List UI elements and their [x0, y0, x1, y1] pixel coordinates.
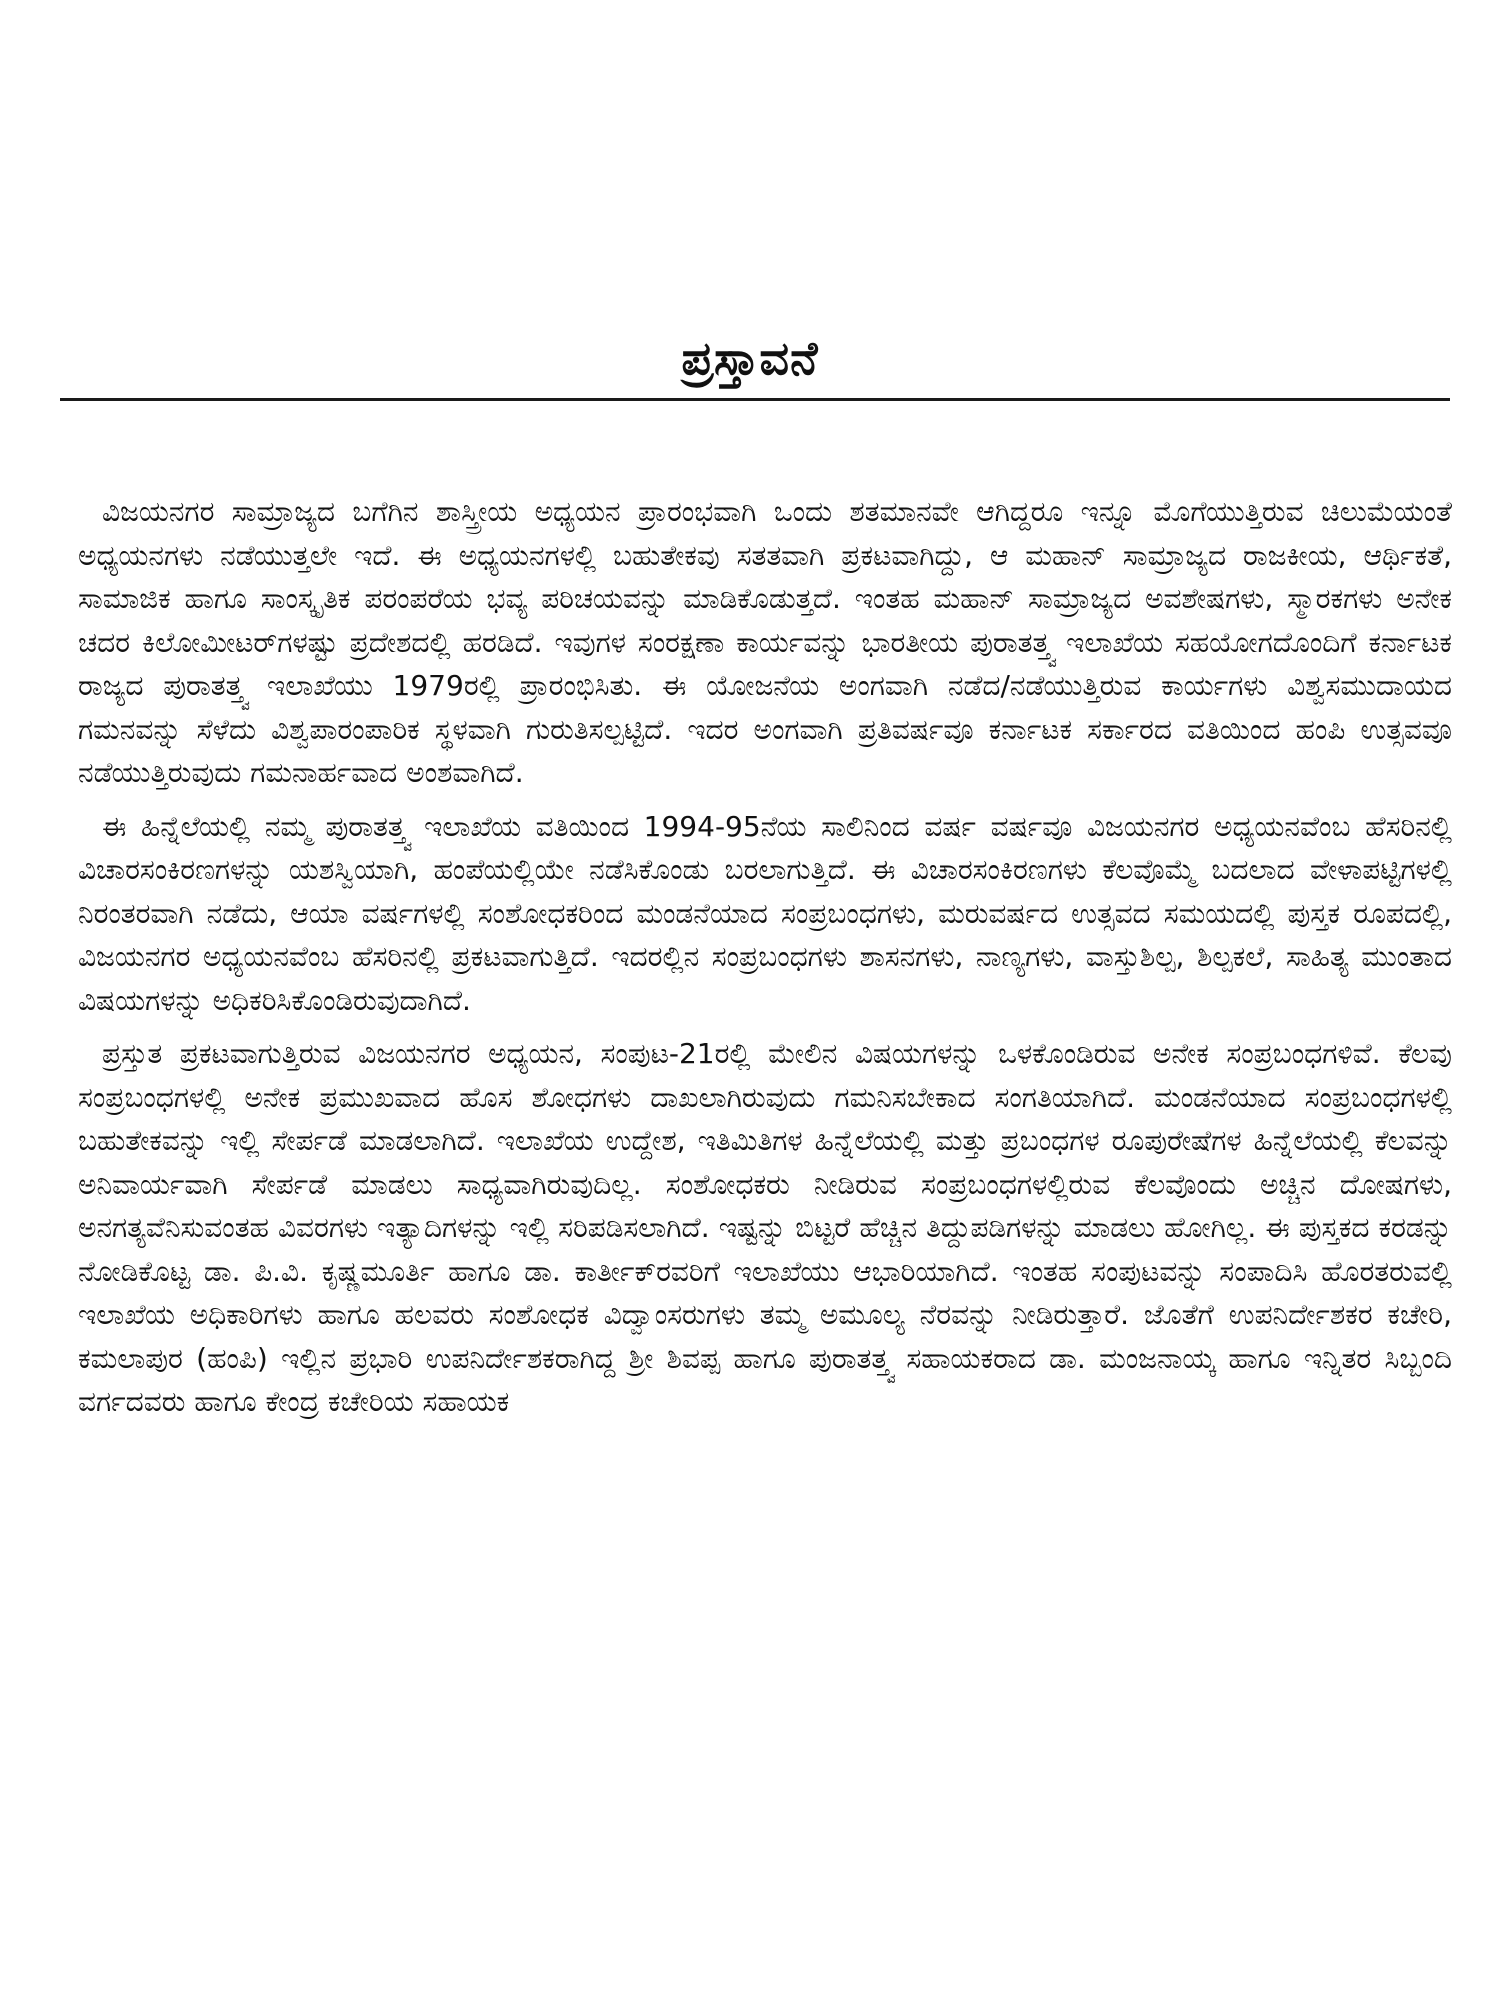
title-underline — [60, 398, 1450, 401]
paragraph: ಪ್ರಸ್ತುತ ಪ್ರಕಟವಾಗುತ್ತಿರುವ ವಿಜಯನಗರ ಅಧ್ಯಯನ, ಸಂಪುಟ-21ರಲ್ಲಿ ಮೇಲಿನ ವಿಷಯಗಳನ್ನು ಒಳಕೊಂಡಿರುವ ಅನೇಕ ಸಂಪ್ರಬಂಧಗಳಿವೆ. ಕೆಲವು ಸಂಪ್ರಬಂಧಗಳಲ್ಲಿ ಅನೇಕ ಪ್ರಮುಖವಾದ ಹೊಸ ಶೋಧಗಳು ದಾಖಲಾಗಿರುವುದು ಗಮನಿಸಬೇಕಾದ ಸಂಗತಿಯಾಗಿದೆ. ಮಂಡನೆಯಾದ ಸಂಪ್ರಬಂಧಗಳಲ್ಲಿ ಬಹುತೇಕವನ್ನು ಇಲ್ಲಿ ಸೇರ್ಪಡೆ ಮಾಡಲಾಗಿದೆ. ಇಲಾಖೆಯ ಉದ್ದೇಶ, ಇತಿಮಿತಿಗಳ ಹಿನ್ನೆಲೆಯಲ್ಲಿ ಮತ್ತು ಪ್ರಬಂಧಗಳ ರೂಪುರೇಷೆಗಳ ಹಿನ್ನೆಲೆಯಲ್ಲಿ ಕೆಲವನ್ನು ಅನಿವಾರ್ಯವಾಗಿ ಸೇರ್ಪಡೆ ಮಾಡಲು ಸಾಧ್ಯವಾಗಿರುವುದಿಲ್ಲ. ಸಂಶೋಧಕರು ನೀಡಿರುವ ಸಂಪ್ರಬಂಧಗಳಲ್ಲಿರುವ ಕೆಲವೊಂದು ಅಚ್ಚಿನ ದೋಷಗಳು, ಅನಗತ್ಯವೆನಿಸುವಂತಹ ವಿವರಗಳು ಇತ್ಯಾದಿಗಳನ್ನು ಇಲ್ಲಿ ಸರಿಪಡಿಸಲಾಗಿದೆ. ಇಷ್ಟನ್ನು ಬಿಟ್ಟರೆ ಹೆಚ್ಚಿನ ತಿದ್ದುಪಡಿಗಳನ್ನು ಮಾಡಲು ಹೋಗಿಲ್ಲ. ಈ ಪುಸ್ತಕದ ಕರಡನ್ನು ನೋಡಿಕೊಟ್ಟ ಡಾ. ಪಿ.ವಿ. ಕೃಷ್ಣಮೂರ್ತಿ ಹಾಗೂ ಡಾ. ಕಾರ್ತೀಕ್‌ರವರಿಗೆ ಇಲಾಖೆಯು ಆಭಾರಿಯಾಗಿದೆ. ಇಂತಹ ಸಂಪುಟವನ್ನು ಸಂಪಾದಿಸಿ ಹೊರತರುವಲ್ಲಿ ಇಲಾಖೆಯ ಅಧಿಕಾರಿಗಳು ಹಾಗೂ ಹಲವರು ಸಂಶೋಧಕ ವಿದ್ವಾಂಸರುಗಳು ತಮ್ಮ ಅಮೂಲ್ಯ ನೆರವನ್ನು ನೀಡಿರುತ್ತಾರೆ. ಜೊತೆಗೆ ಉಪನಿರ್ದೇಶಕರ ಕಚೇರಿ, ಕಮಲಾಪುರ (ಹಂಪಿ) ಇಲ್ಲಿನ ಪ್ರಭಾರಿ ಉಪನಿರ್ದೇಶಕರಾಗಿದ್ದ ಶ್ರೀ ಶಿವಪ್ಪ ಹಾಗೂ ಪುರಾತತ್ತ್ವ ಸಹಾಯಕರಾದ ಡಾ. ಮಂಜನಾಯ್ಕ ಹಾಗೂ ಇನ್ನಿತರ ಸಿಬ್ಬಂದಿ ವರ್ಗದವರು ಹಾಗೂ ಕೇಂದ್ರ ಕಚೇರಿಯ ಸಹಾಯಕ — [78, 1037, 1452, 1418]
page-title: ಪ್ರಸ್ತಾವನೆ — [681, 331, 819, 385]
paragraph: ವಿಜಯನಗರ ಸಾಮ್ರಾಜ್ಯದ ಬಗೆಗಿನ ಶಾಸ್ತ್ರೀಯ ಅಧ್ಯಯನ ಪ್ರಾರಂಭವಾಗಿ ಒಂದು ಶತಮಾನವೇ ಆಗಿದ್ದರೂ ಇನ್ನೂ ಮೊಗೆಯುತ್ತಿರುವ ಚಿಲುಮೆಯಂತೆ ಅಧ್ಯಯನಗಳು ನಡೆಯುತ್ತಲೇ ಇದೆ. ಈ ಅಧ್ಯಯನಗಳಲ್ಲಿ ಬಹುತೇಕವು ಸತತವಾಗಿ ಪ್ರಕಟವಾಗಿದ್ದು, ಆ ಮಹಾನ್ ಸಾಮ್ರಾಜ್ಯದ ರಾಜಕೀಯ, ಆರ್ಥಿಕತೆ, ಸಾಮಾಜಿಕ ಹಾಗೂ ಸಾಂಸ್ಕೃತಿಕ ಪರಂಪರೆಯ ಭವ್ಯ ಪರಿಚಯವನ್ನು ಮಾಡಿಕೊಡುತ್ತದೆ. ಇಂತಹ ಮಹಾನ್ ಸಾಮ್ರಾಜ್ಯದ ಅವಶೇಷಗಳು, ಸ್ಮಾರಕಗಳು ಅನೇಕ ಚದರ ಕಿಲೋಮೀಟರ್‌ಗಳಷ್ಟು ಪ್ರದೇಶದಲ್ಲಿ ಹರಡಿದೆ. ಇವುಗಳ ಸಂರಕ್ಷಣಾ ಕಾರ್ಯವನ್ನು ಭಾರತೀಯ ಪುರಾತತ್ತ್ವ ಇಲಾಖೆಯ ಸಹಯೋಗದೊಂದಿಗೆ ಕರ್ನಾಟಕ ರಾಜ್ಯದ ಪುರಾತತ್ತ್ವ ಇಲಾಖೆಯು 1979ರಲ್ಲಿ ಪ್ರಾರಂಭಿಸಿತು. ಈ ಯೋಜನೆಯ ಅಂಗವಾಗಿ ನಡೆದ/ನಡೆಯುತ್ತಿರುವ ಕಾರ್ಯಗಳು ವಿಶ್ವಸಮುದಾಯದ ಗಮನವನ್ನು ಸೆಳೆದು ವಿಶ್ವಪಾರಂಪಾರಿಕ ಸ್ಥಳವಾಗಿ ಗುರುತಿಸಲ್ಪಟ್ಟಿದೆ. ಇದರ ಅಂಗವಾಗಿ ಪ್ರತಿವರ್ಷವೂ ಕರ್ನಾಟಕ ಸರ್ಕಾರದ ವತಿಯಿಂದ ಹಂಪಿ ಉತ್ಸವವೂ ನಡೆಯುತ್ತಿರುವುದು ಗಮನಾರ್ಹವಾದ ಅಂಶವಾಗಿದೆ. — [78, 495, 1452, 789]
paragraph: ಈ ಹಿನ್ನೆಲೆಯಲ್ಲಿ ನಮ್ಮ ಪುರಾತತ್ತ್ವ ಇಲಾಖೆಯ ವತಿಯಿಂದ 1994-95ನೆಯ ಸಾಲಿನಿಂದ ವರ್ಷ ವರ್ಷವೂ ವಿಜಯನಗರ ಅಧ್ಯಯನವೆಂಬ ಹೆಸರಿನಲ್ಲಿ ವಿಚಾರಸಂಕಿರಣಗಳನ್ನು ಯಶಸ್ವಿಯಾಗಿ, ಹಂಪೆಯಲ್ಲಿಯೇ ನಡೆಸಿಕೊಂಡು ಬರಲಾಗುತ್ತಿದೆ. ಈ ವಿಚಾರಸಂಕಿರಣಗಳು ಕೆಲವೊಮ್ಮೆ ಬದಲಾದ ವೇಳಾಪಟ್ಟಿಗಳಲ್ಲಿ ನಿರಂತರವಾಗಿ ನಡೆದು, ಆಯಾ ವರ್ಷಗಳಲ್ಲಿ ಸಂಶೋಧಕರಿಂದ ಮಂಡನೆಯಾದ ಸಂಪ್ರಬಂಧಗಳು, ಮರುವರ್ಷದ ಉತ್ಸವದ ಸಮಯದಲ್ಲಿ ಪುಸ್ತಕ ರೂಪದಲ್ಲಿ, ವಿಜಯನಗರ ಅಧ್ಯಯನವೆಂಬ ಹೆಸರಿನಲ್ಲಿ ಪ್ರಕಟವಾಗುತ್ತಿದೆ. ಇದರಲ್ಲಿನ ಸಂಪ್ರಬಂಧಗಳು ಶಾಸನಗಳು, ನಾಣ್ಯಗಳು, ವಾಸ್ತುಶಿಲ್ಪ, ಶಿಲ್ಪಕಲೆ, ಸಾಹಿತ್ಯ ಮುಂತಾದ ವಿಷಯಗಳನ್ನು ಅಧಿಕರಿಸಿಕೊಂಡಿರುವುದಾಗಿದೆ. — [78, 809, 1452, 1017]
body-text — [78, 490, 1452, 1434]
